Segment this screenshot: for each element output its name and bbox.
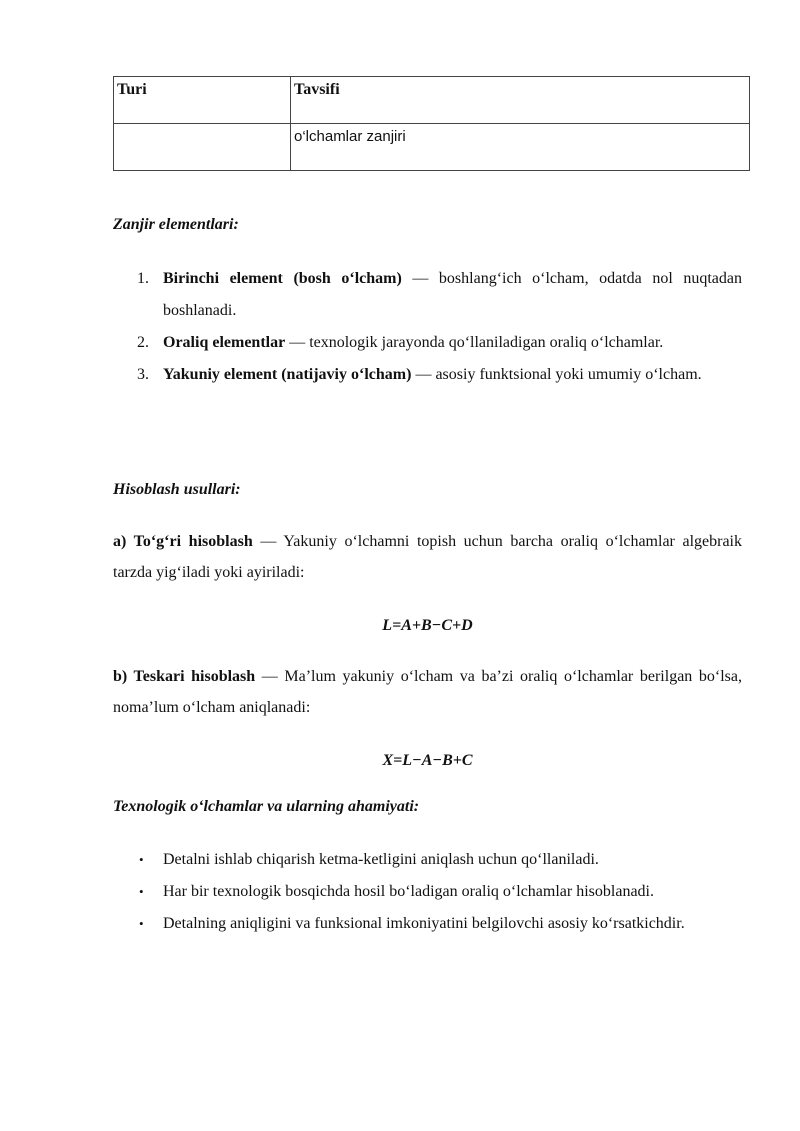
importance-heading: Texnologik o‘lchamlar va ularning ahamiyati: [113, 798, 420, 815]
types-table [113, 76, 750, 171]
bullet-icon: • [139, 852, 144, 867]
item-text: — boshlang‘ich o‘lcham, odatda nol nuqtadan boshlanadi. [163, 270, 743, 319]
list-item [113, 908, 742, 940]
item-text: Detalning aniqligini va funksional imkoniyatini belgilovchi asosiy ko‘rsatkichdir. [163, 915, 685, 932]
document-page [113, 76, 750, 932]
direct-formula: L=A+B−C+D [382, 617, 473, 634]
bullet-icon: • [139, 884, 144, 899]
chain-elements-heading: Zanjir elementlari: [113, 216, 239, 233]
item-term: Yakuniy element (natijaviy o‘lcham) [163, 366, 412, 383]
table-row [114, 124, 750, 171]
list-item [113, 844, 742, 876]
item-term: Oraliq elementlar [163, 334, 286, 351]
item-text: Detalni ishlab chiqarish ketma-ketligini aniqlash uchun qo‘llaniladi. [163, 851, 599, 868]
calculation-heading: Hisoblash usullari: [113, 481, 241, 498]
list-item [113, 327, 742, 359]
table-cell: o‘lchamlar zanjiri [291, 124, 750, 171]
direct-text: — Yakuniy o‘lchamni topish uchun barcha oraliq o‘lchamlar algebraik tarzda yig‘iladi yoki ayiriladi: [113, 533, 743, 581]
list-number: 1. [137, 270, 149, 287]
inverse-formula: X=L−A−B+C [382, 752, 473, 769]
item-text: Har bir texnologik bosqichda hosil bo‘ladigan oraliq o‘lchamlar hisoblanadi. [163, 883, 654, 900]
table-header-cell: Turi [114, 77, 291, 124]
bullet-icon: • [139, 916, 144, 931]
item-text: — asosiy funktsional yoki umumiy o‘lcham. [411, 366, 702, 383]
chain-elements-list [113, 263, 742, 391]
table-header-cell: Tavsifi [291, 77, 750, 124]
item-term: Birinchi element (bosh o‘lcham) [163, 270, 402, 287]
importance-list [113, 844, 742, 940]
list-number: 3. [137, 366, 149, 383]
list-item [113, 263, 742, 327]
table-header-row [114, 77, 750, 124]
inverse-text: — Ma’lum yakuniy o‘lcham va ba’zi oraliq o‘lchamlar berilgan bo‘lsa, noma’lum o‘lcham aniqlanadi: [113, 668, 742, 716]
inverse-term: b) Teskari hisoblash [113, 668, 256, 685]
inverse-calculation-paragraph [113, 661, 742, 723]
direct-calculation-paragraph [113, 526, 742, 588]
list-number: 2. [137, 334, 149, 351]
item-text: — texnologik jarayonda qo‘llaniladigan oraliq o‘lchamlar. [285, 334, 664, 351]
list-item [113, 876, 742, 908]
table-cell [114, 124, 291, 171]
list-item [113, 359, 742, 391]
direct-term: a) To‘g‘ri hisoblash [113, 533, 253, 550]
